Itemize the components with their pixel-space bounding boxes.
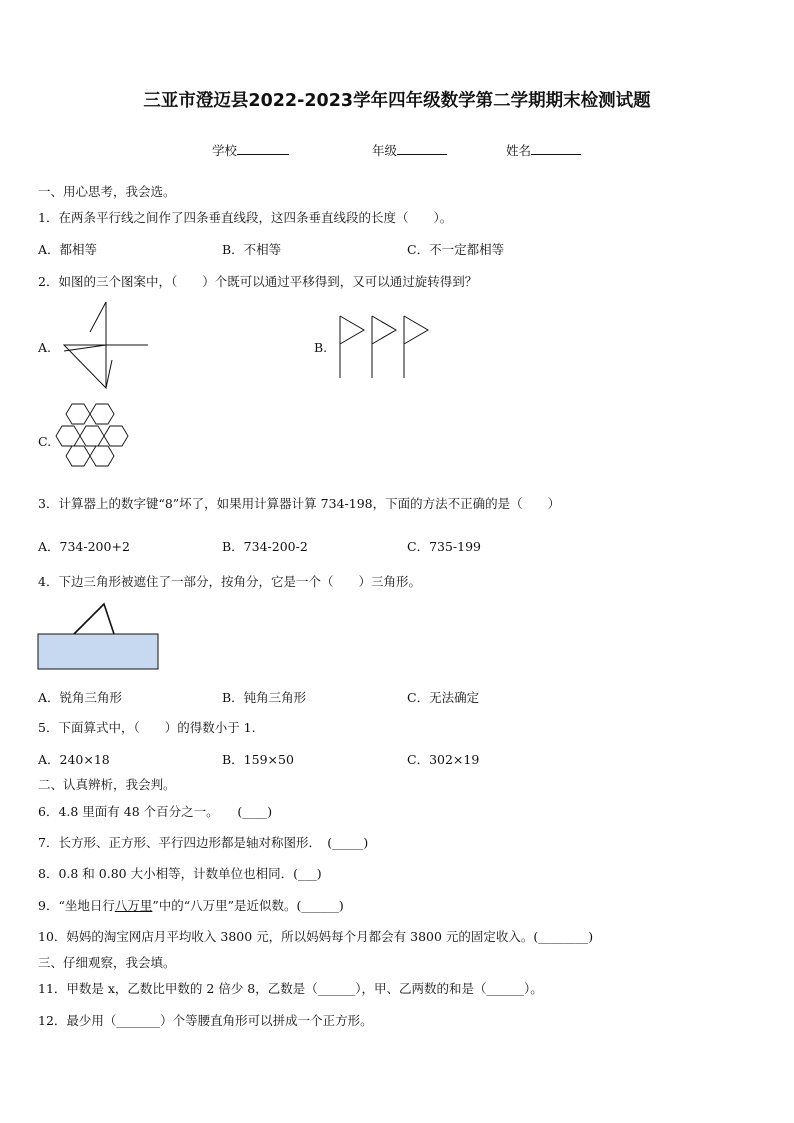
q1-option-b: B．不相等 — [222, 242, 282, 257]
q3-option-c: C．735-199 — [407, 539, 482, 554]
grade-label: 年级 — [372, 143, 398, 158]
flags-figure — [338, 314, 430, 380]
q5-option-b: B．159×50 — [222, 752, 294, 767]
question-9 — [38, 896, 344, 914]
q4-option-c: C．无法确定 — [407, 690, 480, 705]
section-3-heading: 三、仔细观察，我会填。 — [38, 955, 176, 970]
name-blank — [531, 140, 581, 155]
cover-rectangle — [38, 634, 158, 669]
q5-option-a: A．240×18 — [38, 752, 110, 767]
question-2: 2．如图的三个图案中，（ ）个既可以通过平移得到，又可以通过旋转得到？ — [38, 274, 478, 289]
school-blank — [237, 140, 289, 155]
question-6: 6．4.8 里面有 48 个百分之一。 (____) — [38, 804, 273, 819]
question-12: 12．最少用（_______）个等腰直角形可以拼成一个正方形。 — [38, 1013, 373, 1028]
q9-suffix: ”中的“八万里”是近似数。(______) — [152, 898, 344, 913]
hexagons-figure — [62, 402, 138, 478]
q9-underlined: 八万里 — [114, 898, 153, 913]
name-label: 姓名 — [506, 143, 532, 158]
question-8: 8．0.8 和 0.80 大小相等，计数单位也相同．(___) — [38, 866, 322, 881]
q3-option-a: A．734-200+2 — [38, 539, 130, 554]
question-10: 10．妈妈的淘宝网店月平均收入 3800 元，所以妈妈每个月都会有 3800 元的固定收入。(________) — [38, 929, 594, 944]
section-1-heading: 一、用心思考，我会选。 — [38, 184, 176, 199]
question-1: 1．在两条平行线之间作了四条垂直线段，这四条垂直线段的长度（ ）。 — [38, 210, 453, 225]
q2-label-a: A. — [38, 340, 52, 355]
question-5: 5．下面算式中，（ ）的得数小于 1. — [38, 720, 256, 735]
question-3: 3．计算器上的数字键“8”坏了，如果用计算器计算 734-198，下面的方法不正确的是（ ） — [38, 496, 561, 511]
question-11: 11．甲数是 x，乙数比甲数的 2 倍少 8，乙数是（______），甲、乙两数的和是（______）。 — [38, 981, 543, 996]
grade-blank — [397, 140, 447, 155]
q2-label-c: C. — [38, 434, 52, 449]
q1-option-a: A．都相等 — [38, 242, 98, 257]
grade-field — [372, 140, 447, 159]
q5-option-c: C．302×19 — [407, 752, 480, 767]
q2-label-b: B. — [314, 340, 328, 355]
q3-option-b: B．734-200-2 — [222, 539, 308, 554]
name-field — [506, 140, 581, 159]
q4-option-a: A．锐角三角形 — [38, 690, 123, 705]
school-field — [212, 140, 289, 159]
question-4: 4．下边三角形被遮住了一部分，按角分，它是一个（ ）三角形。 — [38, 574, 421, 589]
q4-option-b: B．钝角三角形 — [222, 690, 307, 705]
q9-prefix: 9．“坐地日行 — [38, 898, 115, 913]
school-label: 学校 — [212, 143, 238, 158]
page-title: 三亚市澄迈县2022-2023学年四年级数学第二学期期末检测试题 — [143, 91, 651, 111]
question-7: 7．长方形、正方形、平行四边形都是轴对称图形． (_____) — [38, 835, 369, 850]
section-2-heading: 二、认真辨析，我会判。 — [38, 777, 176, 792]
q1-option-c: C．不一定都相等 — [407, 242, 505, 257]
pinwheel-figure — [60, 302, 154, 392]
covered-triangle-figure — [36, 602, 162, 672]
